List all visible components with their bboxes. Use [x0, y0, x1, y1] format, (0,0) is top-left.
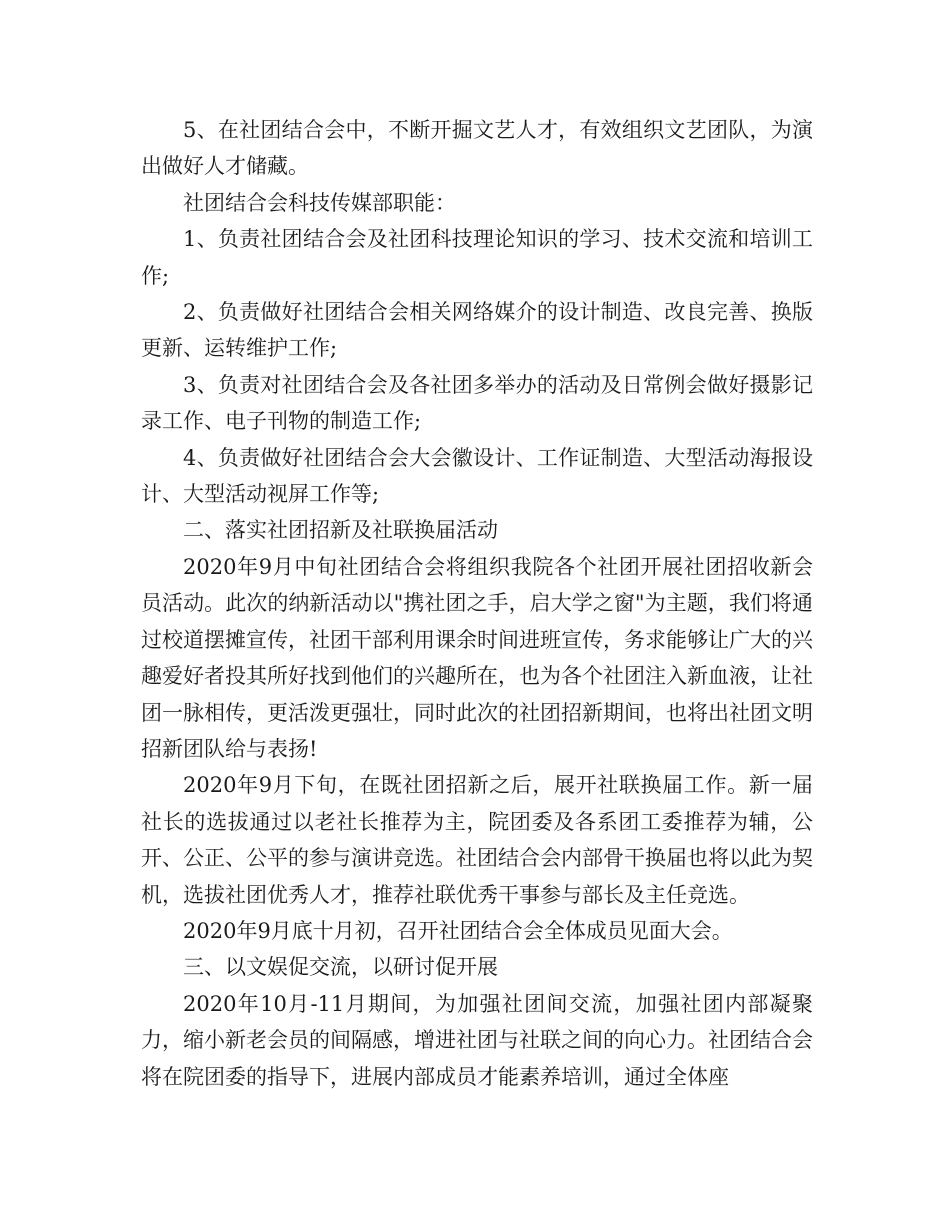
document-body [141, 112, 813, 1095]
paragraph: 2020年9月底十月初，召开社团结合会全体成员见面大会。 [183, 918, 733, 943]
section-heading: 社团结合会科技传媒部职能： [183, 190, 456, 215]
paragraph: 2、负责做好社团结合会相关网络媒介的设计制造、改良完善、换版更新、运转维护工作; [141, 300, 813, 361]
section-heading: 二、落实社团招新及社联换届活动 [183, 518, 498, 543]
paragraph: 5、在社团结合会中，不断开掘文艺人才，有效组织文艺团队，为演出做好人才储藏。 [141, 118, 813, 179]
paragraph: 2020年9月中旬社团结合会将组织我院各个社团开展社团招收新会员活动。此次的纳新活动以"携社团之手，启大学之窗"为主题，我们将通过校道摆摊宣传，社团干部利用课余时间进班宣传，务求能够让广大的兴趣爱好者投其所好找到他们的兴趣所在，也为各个社团注入新血液，让社团一脉相传，更活泼更强壮，同时此次的社团招新期间，也将出社团文明招新团队给与表扬! [141, 554, 813, 761]
paragraph: 2020年10月-11月期间，为加强社团间交流，加强社团内部凝聚力，缩小新老会员的间隔感，增进社团与社联之间的向心力。社团结合会将在院团委的指导下，进展内部成员才能素养培训，通过全体座 [141, 991, 813, 1089]
paragraph: 3、负责对社团结合会及各社团多举办的活动及日常例会做好摄影记录工作、电子刊物的制造工作; [141, 372, 813, 434]
paragraph: 2020年9月下旬，在既社团招新之后，展开社联换届工作。新一届社长的选拔通过以老社长推荐为主，院团委及各系团工委推荐为辅，公开、公正、公平的参与演讲竞选。社团结合会内部骨干换届也将以此为契机，选拔社团优秀人才，推荐社联优秀干事参与部长及主任竞选。 [141, 773, 813, 907]
section-heading: 三、以文娱促交流，以研讨促开展 [183, 955, 498, 980]
paragraph: 4、负责做好社团结合会大会徽设计、工作证制造、大型活动海报设计、大型活动视屏工作等; [141, 445, 813, 507]
paragraph: 1、负责社团结合会及社团科技理论知识的学习、技术交流和培训工作; [141, 227, 813, 288]
